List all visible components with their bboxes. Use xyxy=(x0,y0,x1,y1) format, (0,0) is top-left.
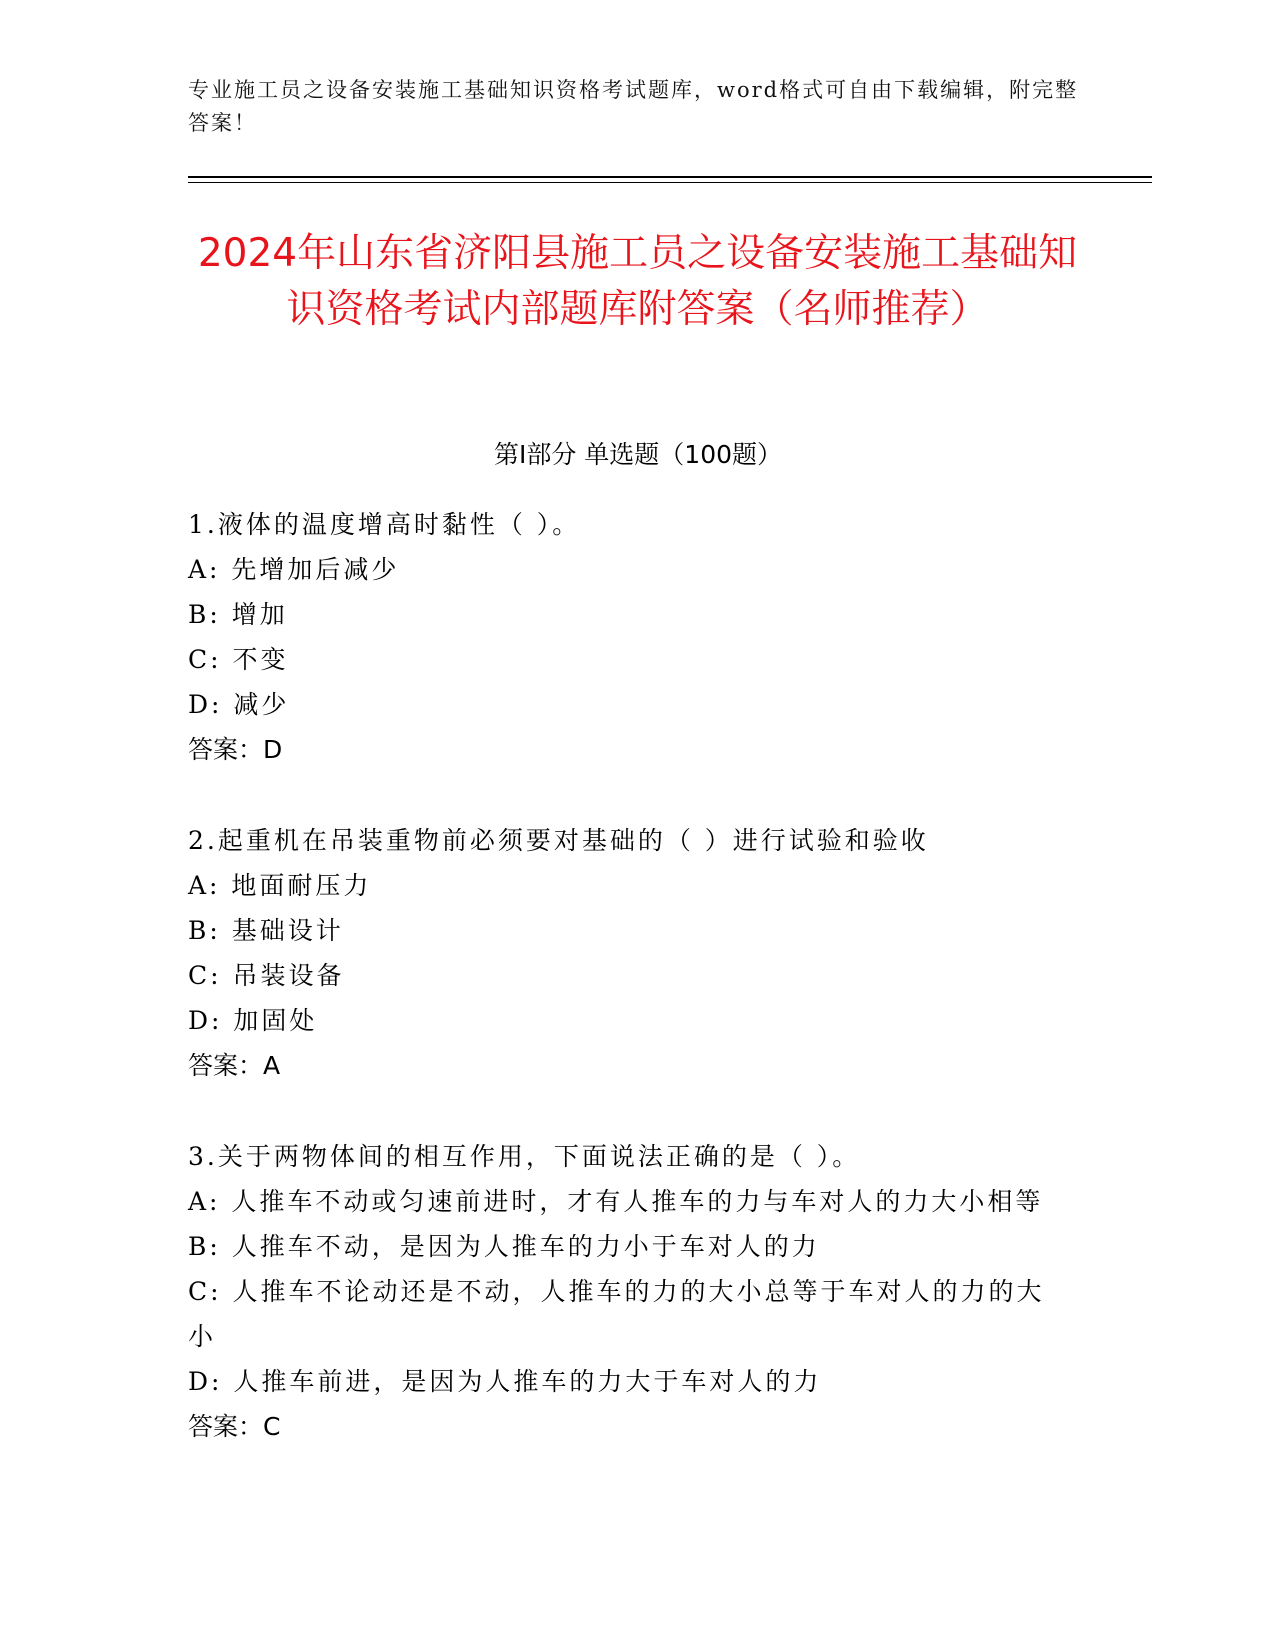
option-c: C: 人推车不论动还是不动，人推车的力的大小总等于车对人的力的大小 xyxy=(188,1277,1045,1351)
option-b: B: 增加 xyxy=(188,600,288,629)
option-a: A: 人推车不动或匀速前进时，才有人推车的力与车对人的力大小相等 xyxy=(188,1187,1044,1216)
option-d: D: 减少 xyxy=(188,690,290,719)
header-note: 专业施工员之设备安装施工基础知识资格考试题库，word格式可自由下载编辑，附完整答案！ xyxy=(188,78,1079,135)
option-b: B: 基础设计 xyxy=(188,916,344,945)
section-heading: 第Ⅰ部分 单选题（100题） xyxy=(493,440,783,469)
question-stem: 1.液体的温度增高时黏性（ ）。 xyxy=(188,510,581,539)
option-c: C: 吊装设备 xyxy=(188,961,345,990)
option-d: D: 人推车前进，是因为人推车的力大于车对人的力 xyxy=(188,1367,822,1396)
option-c: C: 不变 xyxy=(188,645,289,674)
answer: 答案：A xyxy=(188,1051,281,1080)
document-title: 2024年山东省济阳县施工员之设备安装施工基础知识资格考试内部题库附答案（名师推荐） xyxy=(197,231,1078,332)
header-rule-thin xyxy=(188,182,1152,183)
header-rule-thick xyxy=(188,176,1152,178)
option-a: A: 先增加后减少 xyxy=(188,555,400,584)
question-stem: 2.起重机在吊装重物前必须要对基础的（ ）进行试验和验收 xyxy=(188,826,929,855)
option-d: D: 加固处 xyxy=(188,1006,318,1035)
question-stem: 3.关于两物体间的相互作用，下面说法正确的是（ ）。 xyxy=(188,1142,861,1171)
answer: 答案：C xyxy=(188,1412,281,1441)
question-2 xyxy=(188,818,1088,1088)
option-b: B: 人推车不动，是因为人推车的力小于车对人的力 xyxy=(188,1232,820,1261)
question-1 xyxy=(188,502,1088,772)
answer: 答案：D xyxy=(188,735,283,764)
option-a: A: 地面耐压力 xyxy=(188,871,372,900)
question-3 xyxy=(188,1134,1088,1449)
